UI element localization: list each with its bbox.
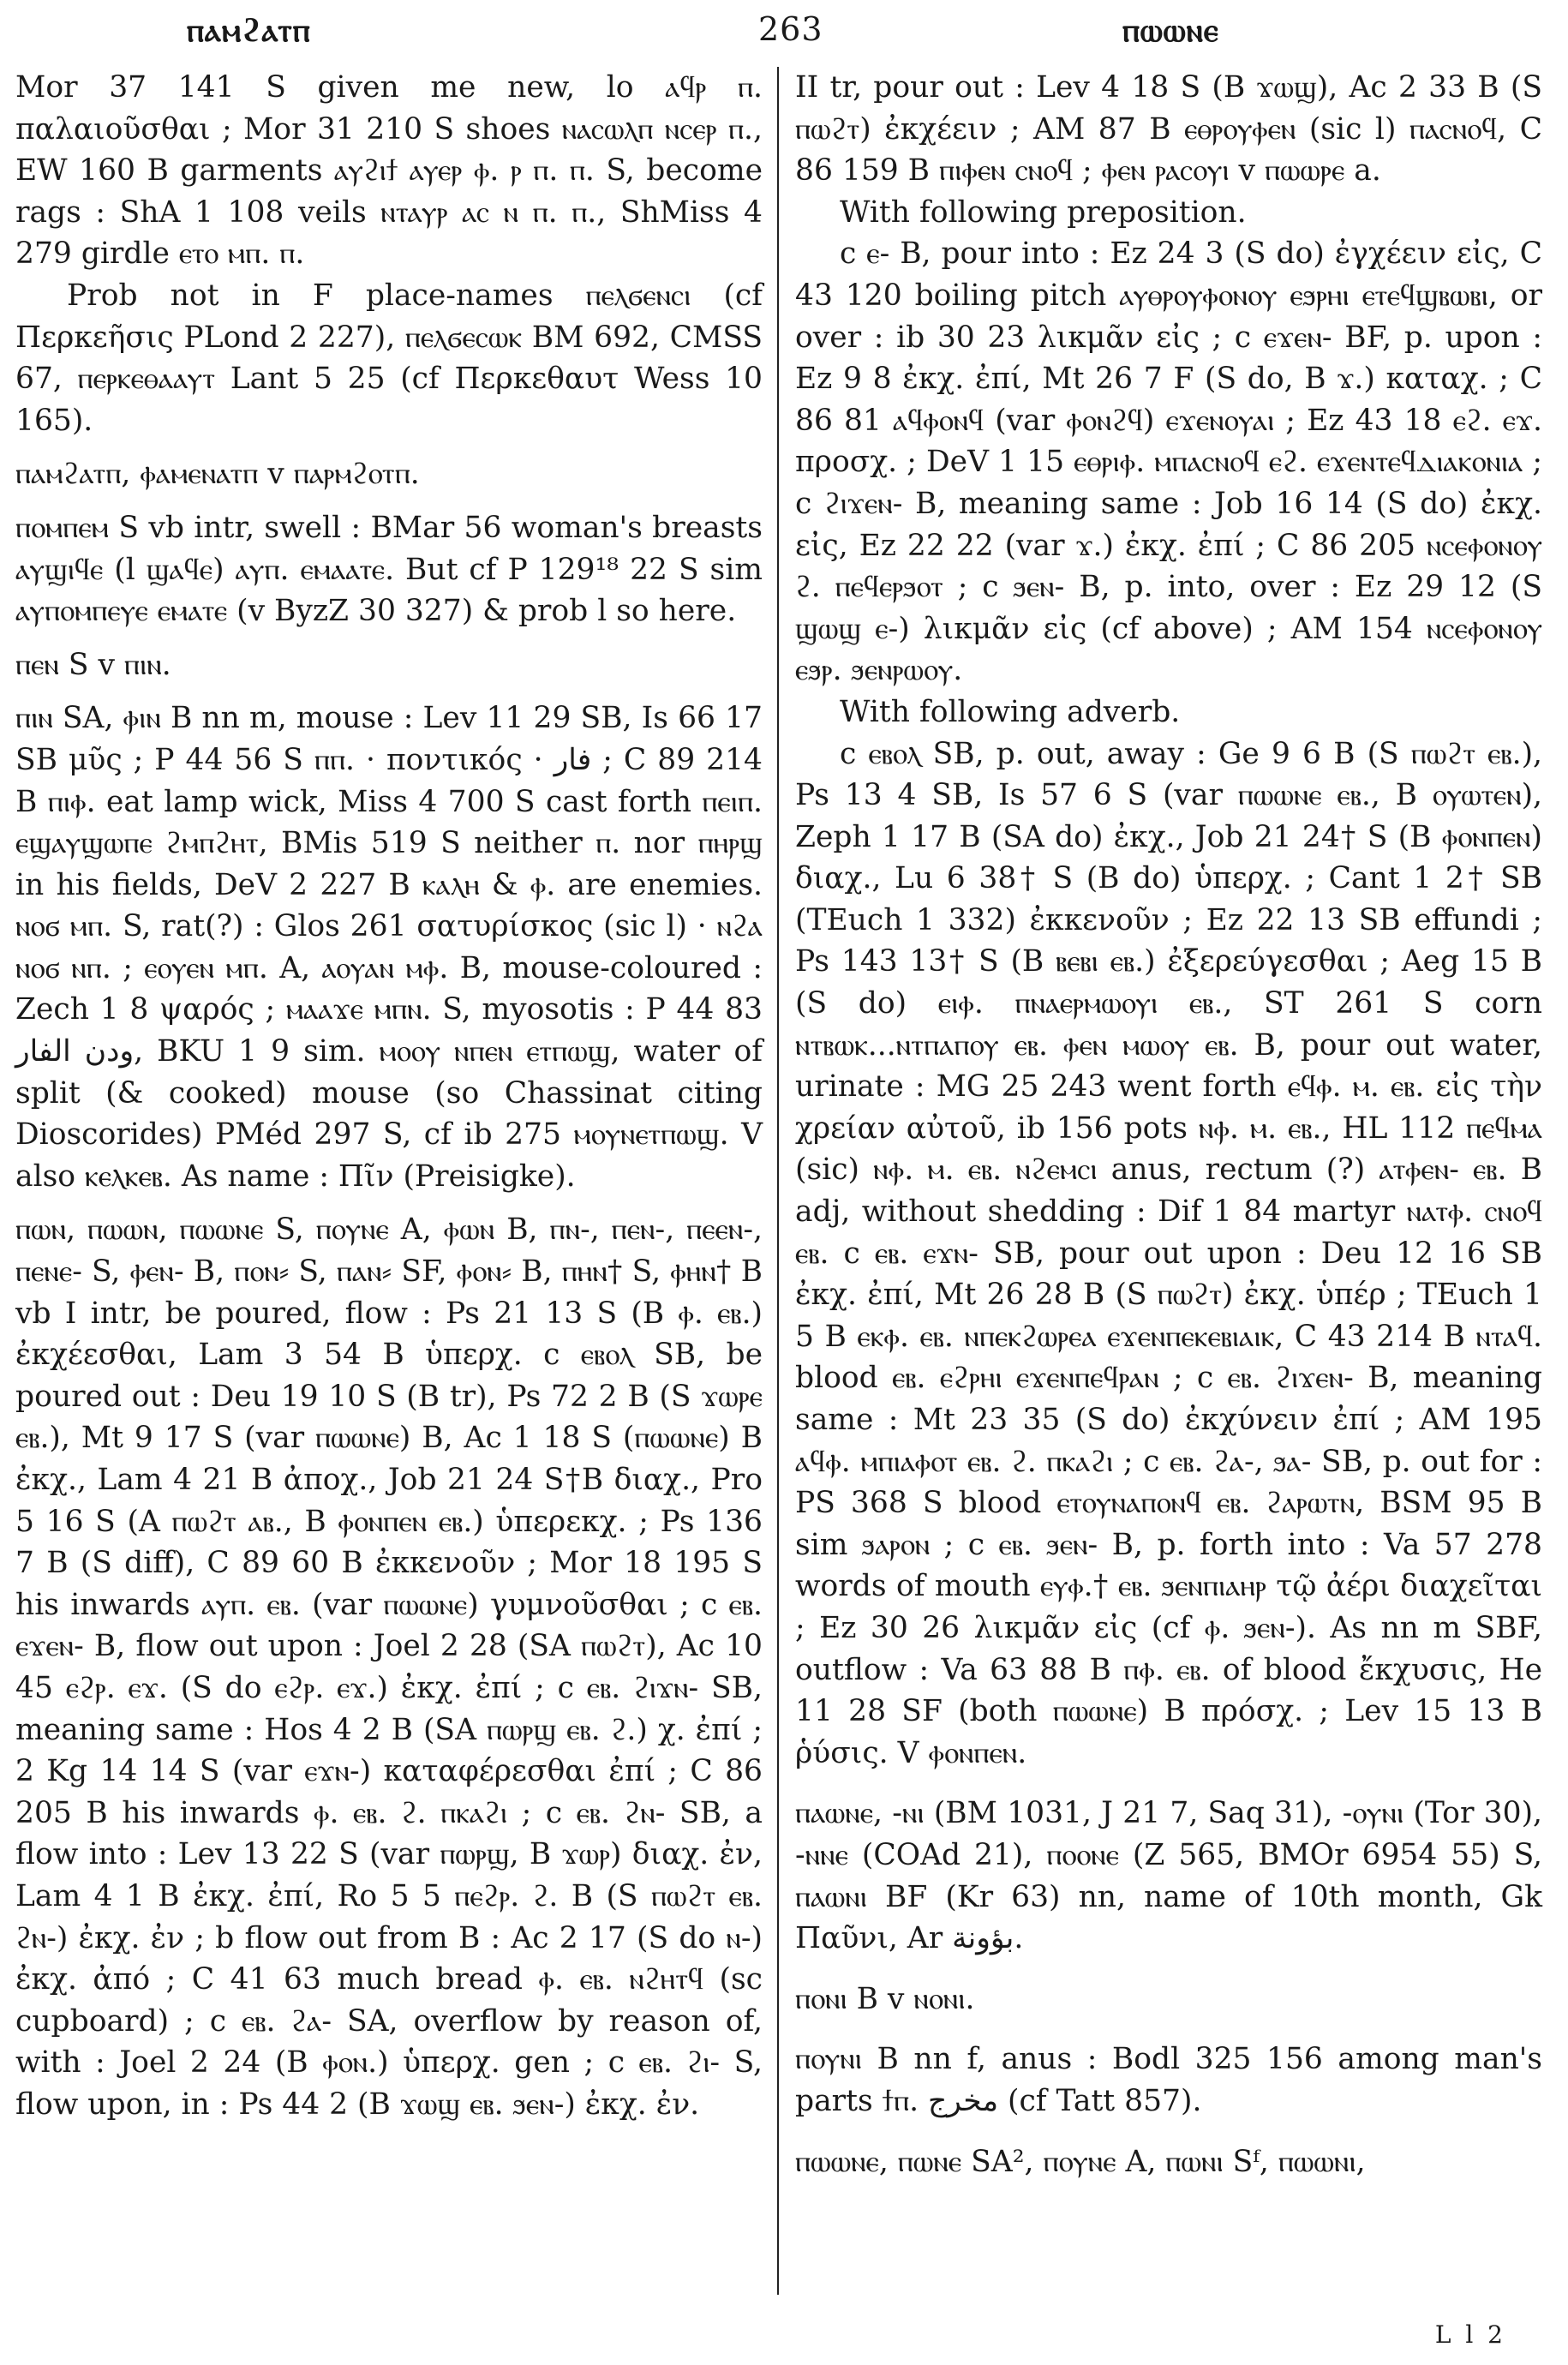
page-number: 263 bbox=[758, 10, 823, 48]
right-column bbox=[795, 67, 1542, 2182]
entry-paragraph: c ⲉ- B, pour into : Ez 24 3 (S do) ἐγχέειν εἰς, C 43 120 boiling pitch ⲁⲩⲑⲣⲟⲩⲫⲟⲛⲟⲩ ⲉϧⲣⲏⲓ ⲉⲧⲉϥϣⲃⲱⲃⲓ, or over : ib 30 23 λικμᾶν εἰς ; c ⲉϫⲉⲛ- BF, p. upon : Ez 9 8 ἐκχ. ἐπί, Mt 26 7 F (S do, B ϫ.) καταχ. ; C 86 81 ⲁϥⲫⲟⲛϥ (var ⲫⲟⲛϩϥ) ⲉϫⲉⲛⲟⲩⲁⲓ ; Ez 43 18 ⲉϩ. ⲉϫ. προσχ. ; DeV 1 15 ⲉⲑⲣⲓⲫ. ⲙⲡⲁⲥⲛⲟϥ ⲉϩ. ⲉϫⲉⲛⲧⲉϥⲇⲓⲁⲕⲟⲛⲓⲁ ; c ϩⲓϫⲉⲛ- B, meaning same : Job 16 14 (S do) ἐκχ. εἰς, Ez 22 22 (var ϫ.) ἐκχ. ἐπί ; C 86 205 ⲛⲥⲉⲫⲟⲛⲟⲩ ϩ. ⲡⲉϥⲉⲣϧⲟⲧ ; c ϧⲉⲛ- B, p. into, over : Ez 29 12 (S ϣⲱϣ ⲉ-) λικμᾶν εἰς (cf above) ; AM 154 ⲛⲥⲉⲫⲟⲛⲟⲩ ⲉϧⲣ. ϧⲉⲛⲣⲱⲟⲩ. bbox=[795, 236, 1542, 688]
signature-mark: L l 2 bbox=[1434, 2320, 1506, 2349]
entry-headword: ⲡⲁⲙϩⲁⲧⲡ, ⲫⲁⲙⲉⲛⲁⲧⲡ v ⲡⲁⲣⲙϩⲟⲧⲡ. bbox=[15, 457, 420, 492]
running-head-left: ⲡⲁⲙϩⲁⲧⲡ bbox=[187, 10, 311, 49]
entry-paragraph: II tr, pour out : Lev 4 18 S (B ϫⲱϣ), Ac 2 33 B (S ⲡⲱϩⲧ) ἐκχέειν ; AM 87 B ⲉⲑⲣⲟⲩⲫⲉⲛ (sic l) ⲡⲁⲥⲛⲟϥ, C 86 159 B ⲡⲓⲫⲉⲛ ⲥⲛⲟϥ ; ⲫⲉⲛ ⲣⲁⲥⲟⲩⲓ v ⲡⲱⲱⲣⲉ a. bbox=[795, 70, 1542, 189]
entry-headword: ⲡⲉⲛ S v ⲡⲓⲛ. bbox=[15, 647, 171, 682]
column-divider bbox=[777, 67, 779, 2295]
section-heading: With following adverb. bbox=[840, 694, 1181, 729]
entry-paragraph: Prob not in F place-names ⲡⲉⲗϭⲉⲛⲥⲓ (cf Περκεῆσις PLond 2 227), ⲡⲉⲗϭⲉⲥⲱⲕ BM 692, CMSS 67, ⲡⲉⲣⲕⲉⲑⲁⲁⲩⲧ Lant 5 25 (cf Περκεθαυτ Wess 10 165). bbox=[15, 278, 763, 438]
left-column bbox=[15, 67, 763, 2126]
entry-headword: ⲡⲟⲩⲛⲓ B nn f, anus : Bodl 325 156 among man's parts ϯⲡ. مخرج (cf Tatt 857). bbox=[795, 2042, 1542, 2118]
entry-headword: ⲡⲟⲙⲡⲉⲙ S vb intr, swell : BMar 56 woman's breasts ⲁⲩϣⲓϥⲉ (l ϣⲁϥⲉ) ⲁⲩⲡ. ⲉⲙⲁⲁⲧⲉ. But cf P 129¹⁸ 22 S sim ⲁⲩⲡⲟⲙⲡⲉⲩⲉ ⲉⲙⲁⲧⲉ (v ByzZ 30 327) & prob l so here. bbox=[15, 510, 763, 629]
entry-headword: ⲡⲁⲱⲛⲉ, -ⲛⲓ (BM 1031, J 21 7, Saq 31), -ⲟⲩⲛⲓ (Tor 30), -ⲛⲛⲉ (COAd 21), ⲡⲟⲟⲛⲉ (Z 565, BMOr 6954 55) S, ⲡⲁⲱⲛⲓ BF (Kr 63) nn, name of 10th month, Gk Παῦνι, Ar بؤونة. bbox=[795, 1796, 1542, 1956]
entry-headword: ⲡⲓⲛ SA, ⲫⲓⲛ B nn m, mouse : Lev 11 29 SB, Is 66 17 SB μῦς ; P 44 56 S ⲡⲡ. · ποντικός · فار ; C 89 214 B ⲡⲓⲫ. eat lamp wick, Miss 4 700 S cast forth ⲡⲉⲓⲡ. ⲉϣⲁⲩϣⲱⲡⲉ ϩⲙⲡϩⲏⲧ, BMis 519 S neither ⲡ. nor ⲡⲏⲣϣ in his fields, DeV 2 227 B ⲕⲁⲗⲏ & ⲫ. are enemies. ⲛⲟϭ ⲙⲡ. S, rat(?) : Glos 261 σατυρίσκος (sic l) · ⲛϩⲁ ⲛⲟϭ ⲛⲡ. ; ⲉⲟⲩⲉⲛ ⲙⲡ. A, ⲁⲟⲩⲁⲛ ⲙⲫ. B, mouse-coloured : Zech 1 8 ψαρός ; ⲙⲁⲁϫⲉ ⲙⲡⲛ. S, myosotis : P 44 83 ودن الفار, BKU 1 9 sim. ⲙⲟⲟⲩ ⲛⲡⲉⲛ ⲉⲧⲡⲱϣ, water of split (& cooked) mouse (so Chassinat citing Dioscorides) PMéd 297 S, cf ib 275 ⲙⲟⲩⲛⲉⲧⲡⲱϣ. V also ⲕⲉⲗⲕⲉⲃ. As name : Πῖν (Preisigke). bbox=[15, 701, 763, 1194]
entry-paragraph: Mor 37 141 S given me new, lo ⲁϥⲣ ⲡ. παλαιοῦσθαι ; Mor 31 210 S shoes ⲛⲁⲥⲱⲗⲡ ⲛⲥⲉⲣ ⲡ., EW 160 B garments ⲁⲩϩⲓϯ ⲁⲩⲉⲣ ⲫ. ⲣ ⲡ. ⲡ. S, become rags : ShA 1 108 veils ⲛⲧⲁⲩⲣ ⲁⲥ ⲛ ⲡ. ⲡ., ShMiss 4 279 girdle ⲉⲧⲟ ⲙⲡ. ⲡ. bbox=[15, 70, 763, 272]
entry-headword: ⲡⲟⲛⲓ B v ⲛⲟⲛⲓ. bbox=[795, 1981, 975, 2016]
running-head-right: ⲡⲱⲱⲛⲉ bbox=[1122, 10, 1219, 49]
entry-paragraph: c ⲉⲃⲟⲗ SB, p. out, away : Ge 9 6 B (S ⲡⲱϩⲧ ⲉⲃ.), Ps 13 4 SB, Is 57 6 S (var ⲡⲱⲱⲛⲉ ⲉⲃ., B ⲟⲩⲱⲧⲉⲛ), Zeph 1 17 B (SA do) ἐκχ., Job 21 24† S (B ⲫⲟⲛⲡⲉⲛ) διαχ., Lu 6 38† S (B do) ὑπερχ. ; Cant 1 2† SB (TEuch 1 332) ἐκκενοῦν ; Ez 22 13 SB effundi ; Ps 143 13† S (B ⲃⲉⲃⲓ ⲉⲃ.) ἐξερεύγεσθαι ; Aeg 15 B (S do) ⲉⲓⲫ. ⲡⲛⲁⲉⲣⲙⲱⲟⲩⲓ ⲉⲃ., ST 261 S corn ⲛⲧⲃⲱⲕ...ⲛⲧⲡⲁⲡⲟⲩ ⲉⲃ. ⲫⲉⲛ ⲙⲱⲟⲩ ⲉⲃ. B, pour out water, urinate : MG 25 243 went forth ⲉϥⲫ. ⲙ. ⲉⲃ. εἰς τὴν χρείαν αὐτοῦ, ib 156 pots ⲛⲫ. ⲙ. ⲉⲃ., HL 112 ⲡⲉϥⲙⲁ (sic) ⲛⲫ. ⲙ. ⲉⲃ. ⲛϩⲉⲙⲥⲓ anus, rectum (?) ⲁⲧⲫⲉⲛ- ⲉⲃ. B adj, without shedding : Dif 1 84 martyr ⲛⲁⲧⲫ. ⲥⲛⲟϥ ⲉⲃ. c ⲉⲃ. ⲉϫⲛ- SB, pour out upon : Deu 12 16 SB ἐκχ. ἐπί, Mt 26 28 B (S ⲡⲱϩⲧ) ἐκχ. ὑπέρ ; TEuch 1 5 B ⲉⲕⲫ. ⲉⲃ. ⲛⲡⲉⲕϩⲱⲣⲉⲁ ⲉϫⲉⲛⲡⲉⲕⲉⲃⲓⲁⲓⲕ, C 43 214 B ⲛⲧⲁϥ. blood ⲉⲃ. ⲉϩⲣⲏⲓ ⲉϫⲉⲛⲡⲉϥⲣⲁⲛ ; c ⲉⲃ. ϩⲓϫⲉⲛ- B, meaning same : Mt 23 35 (S do) ἐκχύνειν ἐπί ; AM 195 ⲁϥⲫ. ⲙⲡⲓⲁⲫⲟⲧ ⲉⲃ. ϩ. ⲡⲕⲁϩⲓ ; c ⲉⲃ. ϩⲁ-, ϧⲁ- SB, p. out for : PS 368 S blood ⲉⲧⲟⲩⲛⲁⲡⲟⲛϥ ⲉⲃ. ϩⲁⲣⲱⲧⲛ, BSM 95 B sim ϧⲁⲣⲟⲛ ; c ⲉⲃ. ϧⲉⲛ- B, p. forth into : Va 57 278 words of mouth ⲉⲩⲫ.† ⲉⲃ. ϧⲉⲛⲡⲓⲁⲏⲣ τῷ ἀέρι διαχεῖται ; Ez 30 26 λικμᾶν εἰς (cf ⲫ. ϧⲉⲛ-). As nn m SBF, outflow : Va 63 88 B ⲡⲫ. ⲉⲃ. of blood ἔκχυσις, He 11 28 SF (both ⲡⲱⲱⲛⲉ) B πρόσχ. ; Lev 15 13 B ῥύσις. V ⲫⲟⲛⲡⲉⲛ. bbox=[795, 736, 1542, 1770]
section-heading: With following preposition. bbox=[840, 195, 1247, 230]
entry-headword: ⲡⲱⲱⲛⲉ, ⲡⲱⲛⲉ SA², ⲡⲟⲩⲛⲉ A, ⲡⲱⲛⲓ Sᶠ, ⲡⲱⲱⲛⲓ, bbox=[795, 2144, 1366, 2179]
entry-headword: ⲡⲱⲛ, ⲡⲱⲱⲛ, ⲡⲱⲱⲛⲉ S, ⲡⲟⲩⲛⲉ A, ⲫⲱⲛ B, ⲡⲛ-, ⲡⲉⲛ-, ⲡⲉⲉⲛ-, ⲡⲉⲛⲉ- S, ⲫⲉⲛ- B, ⲡⲟⲛ⸗ S, ⲡⲁⲛ⸗ SF, ⲫⲟⲛ⸗ B, ⲡⲏⲛ† S, ⲫⲏⲛ† B vb I intr, be poured, flow : Ps 21 13 S (B ⲫ. ⲉⲃ.) ἐκχέεσθαι, Lam 3 54 B ὑπερχ. c ⲉⲃⲟⲗ SB, be poured out : Deu 19 10 S (B tr), Ps 72 2 B (S ϫⲱⲣⲉ ⲉⲃ.), Mt 9 17 S (var ⲡⲱⲱⲛⲉ) B, Ac 1 18 S (ⲡⲱⲱⲛⲉ) B ἐκχ., Lam 4 21 B ἀποχ., Job 21 24 S†B διαχ., Pro 5 16 S (A ⲡⲱϩⲧ ⲁⲃ., B ⲫⲟⲛⲡⲉⲛ ⲉⲃ.) ὑπερεκχ. ; Ps 136 7 B (S diff), C 89 60 B ἐκκενοῦν ; Mor 18 195 S his inwards ⲁⲩⲡ. ⲉⲃ. (var ⲡⲱⲱⲛⲉ) γυμνοῦσθαι ; c ⲉⲃ. ⲉϫⲉⲛ- B, flow out upon : Joel 2 28 (SA ⲡⲱϩⲧ), Ac 10 45 ⲉϩⲣ. ⲉϫ. (S do ⲉϩⲣ. ⲉϫ.) ἐκχ. ἐπί ; c ⲉⲃ. ϩⲓϫⲛ- SB, meaning same : Hos 4 2 B (SA ⲡⲱⲣϣ ⲉⲃ. ϩ.) χ. ἐπί ; 2 Kg 14 14 S (var ⲉϫⲛ-) καταφέρεσθαι ἐπί ; C 86 205 B his inwards ⲫ. ⲉⲃ. ϩ. ⲡⲕⲁϩⲓ ; c ⲉⲃ. ϩⲛ- SB, a flow into : Lev 13 22 S (var ⲡⲱⲣϣ, B ϫⲱⲣ) διαχ. ἐν, Lam 4 1 B ἐκχ. ἐπί, Ro 5 5 ⲡⲉϩⲣ. ϩ. B (S ⲡⲱϩⲧ ⲉⲃ. ϩⲛ-) ἐκχ. ἐν ; b flow out from B : Ac 2 17 (S do ⲛ-) ἐκχ. ἀπό ; C 41 63 much bread ⲫ. ⲉⲃ. ⲛϩⲏⲧϥ (sc cupboard) ; c ⲉⲃ. ϩⲁ- SA, overflow by reason of, with : Joel 2 24 (B ⲫⲟⲛ.) ὑπερχ. gen ; c ⲉⲃ. ϩⲓ- S, flow upon, in : Ps 44 2 (B ϫⲱϣ ⲉⲃ. ϧⲉⲛ-) ἐκχ. ἐν. bbox=[15, 1212, 763, 2122]
